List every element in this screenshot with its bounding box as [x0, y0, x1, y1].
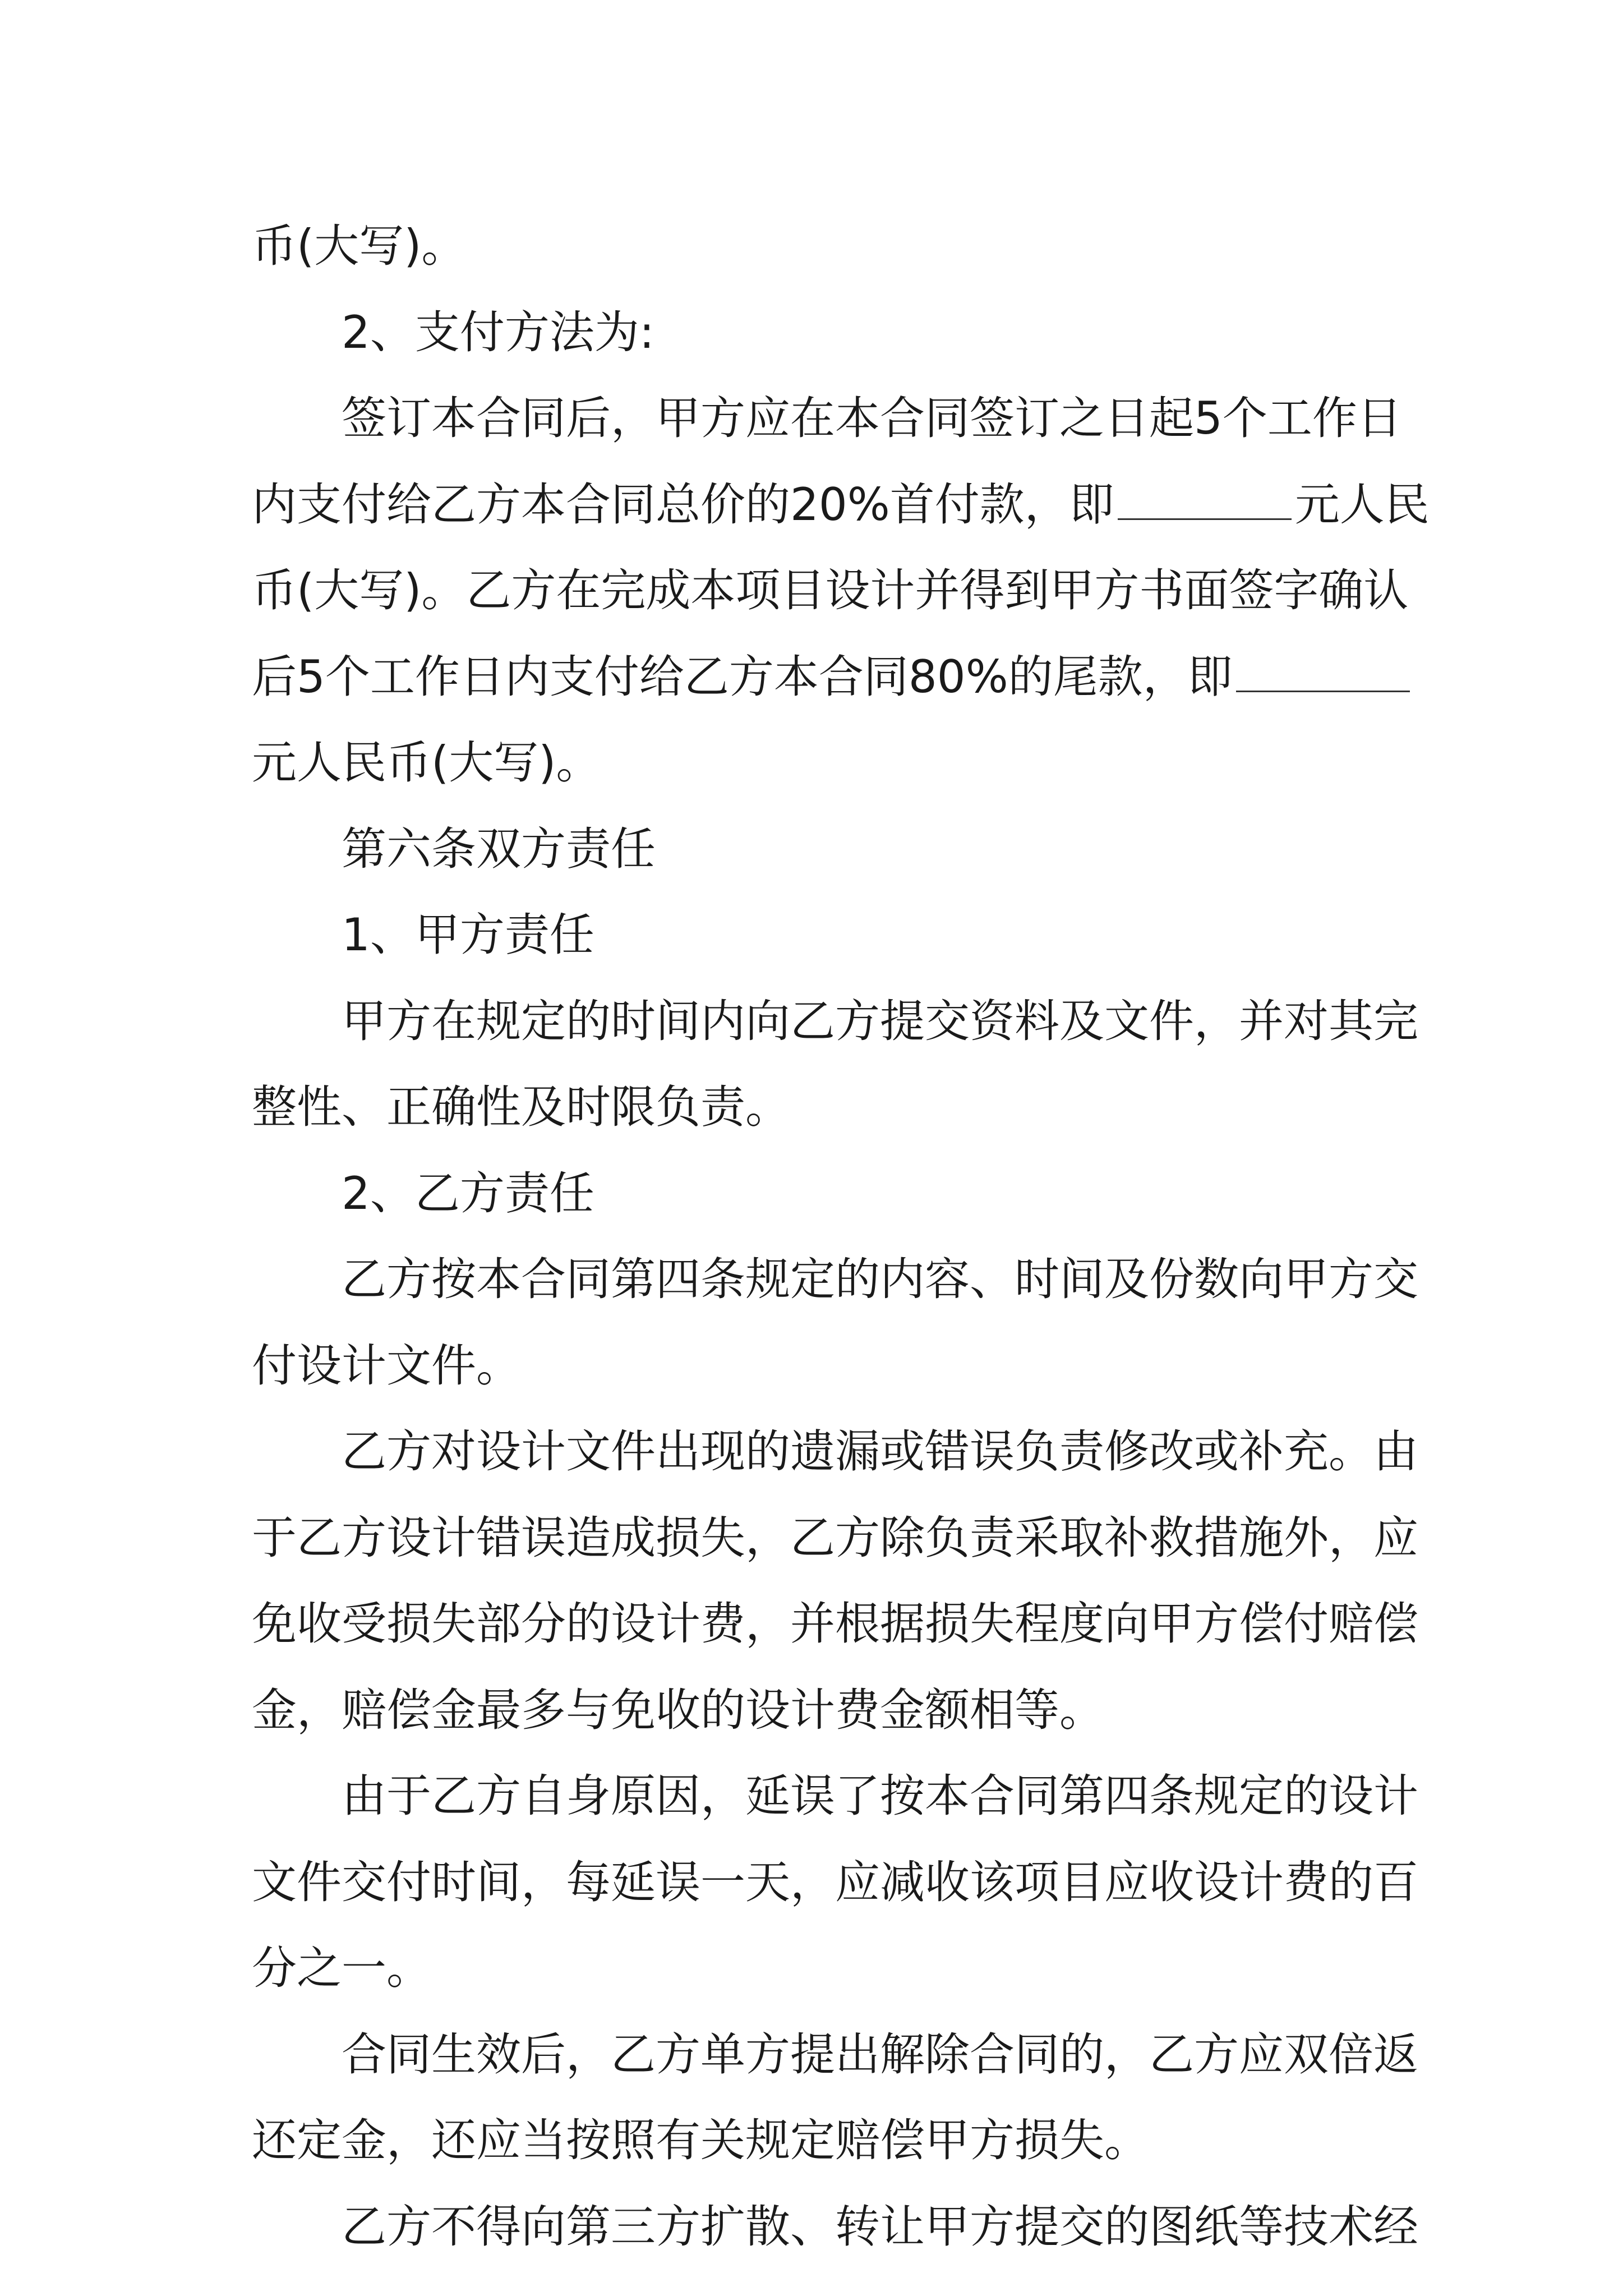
text-line: 乙方对设计文件出现的遗漏或错误负责修改或补充。由	[342, 1425, 1418, 1478]
text-segment: 后5个工作日内支付给乙方本合同80%的尾款，即	[252, 650, 1233, 703]
subsection-heading: 1、甲方责任	[342, 909, 594, 961]
text-line: 整性、正确性及时限负责。	[252, 1081, 790, 1133]
text-line: 2、支付方法为:	[342, 306, 654, 358]
document-body	[252, 203, 1430, 2270]
text-line: 签订本合同后，甲方应在本合同签订之日起5个工作日	[342, 392, 1402, 444]
text-line: 文件交付时间，每延误一天，应减收该项目应收设计费的百	[252, 1856, 1418, 1908]
text-line: 还定金，还应当按照有关规定赔偿甲方损失。	[252, 2114, 1149, 2166]
text-line: 分之一。	[252, 1942, 431, 1994]
text-line: 合同生效后，乙方单方提出解除合同的，乙方应双倍返	[342, 2028, 1418, 2081]
text-segment: 元人民	[1294, 478, 1430, 531]
text-line: 乙方按本合同第四条规定的内容、时间及份数向甲方交	[342, 1253, 1418, 1305]
fill-in-blank	[1118, 468, 1292, 520]
text-line: 于乙方设计错误造成损失，乙方除负责采取补救措施外，应	[252, 1511, 1418, 1564]
section-heading: 第六条双方责任	[342, 822, 656, 875]
text-line: 免收受损失部分的设计费，并根据损失程度向甲方偿付赔偿	[252, 1598, 1418, 1650]
text-line: 币(大写)。乙方在完成本项目设计并得到甲方书面签字确认	[252, 564, 1409, 616]
fill-in-blank	[1236, 640, 1410, 692]
text-line: 元人民币(大写)。	[252, 737, 601, 789]
text-line	[252, 462, 1430, 548]
text-line: 由于乙方自身原因，延误了按本合同第四条规定的设计	[342, 1770, 1418, 1822]
text-line: 付设计文件。	[252, 1339, 521, 1392]
text-segment: 内支付给乙方本合同总价的20%首付款，即	[252, 478, 1114, 531]
subsection-heading: 2、乙方责任	[342, 1167, 594, 1220]
text-line: 金，赔偿金最多与免收的设计费金额相等。	[252, 1683, 1104, 1736]
text-line	[252, 634, 1386, 720]
text-line: 甲方在规定的时间内向乙方提交资料及文件，并对其完	[342, 995, 1418, 1047]
text-line: 乙方不得向第三方扩散、转让甲方提交的图纸等技术经	[342, 2200, 1418, 2253]
text-line: 币(大写)。	[252, 220, 467, 272]
